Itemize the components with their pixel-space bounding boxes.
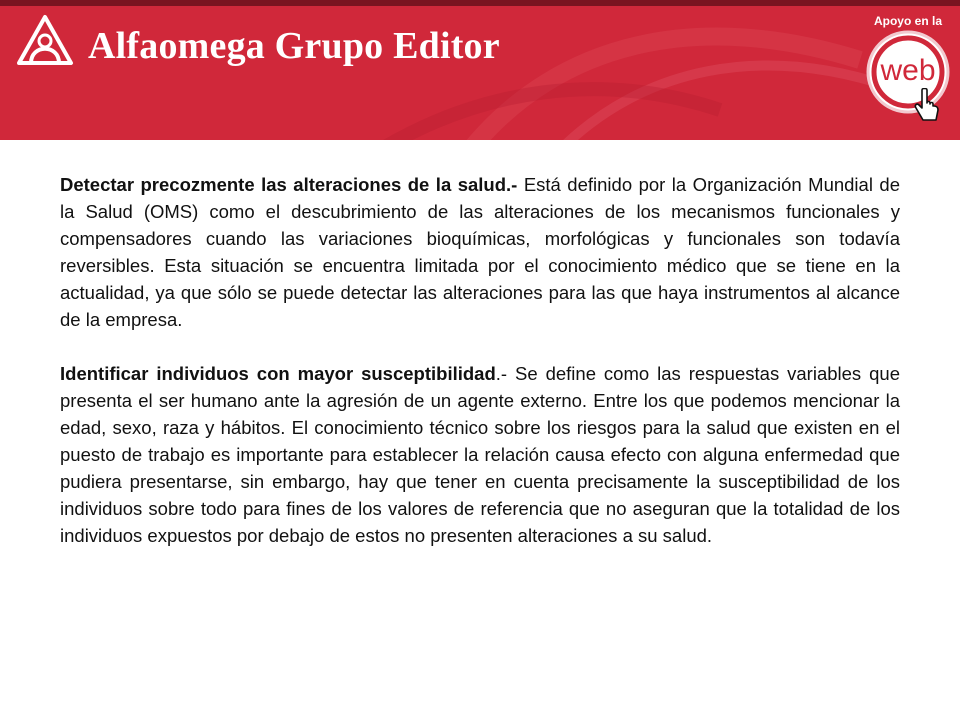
paragraph-title: Detectar precozmente las alteraciones de la salud.- bbox=[60, 174, 518, 195]
content-body bbox=[60, 171, 900, 549]
web-support-badge[interactable] bbox=[858, 8, 958, 136]
background-swirl-decoration bbox=[0, 0, 960, 140]
paragraph-body: Está definido por la Organización Mundial de la Salud (OMS) como el descubrimiento de las alteraciones de los mecanismos funcionales y compensadores cuando las variaciones bioquímicas, morfológicas y funcionales son todavía reversibles. Esta situación se encuentra limitada por el conocimiento médico que se tiene en la actualidad, ya que sólo se puede detectar las alteraciones para las que haya instrumentos al alcance de la empresa. bbox=[60, 174, 900, 330]
badge-word: web bbox=[880, 54, 936, 87]
alfaomega-logo-icon bbox=[16, 14, 74, 66]
hand-cursor-icon bbox=[914, 88, 940, 128]
brand-title: Alfaomega Grupo Editor bbox=[88, 25, 500, 67]
paragraph-body: .- Se define como las respuestas variables que presenta el ser humano ante la agresión de un agente externo. Entre los que podemos mencionar la edad, sexo, raza y hábitos. El conocimiento técnico sobre los riesgos para la salud que existen en el puesto de trabajo es importante para establecer la relación causa efecto con alguna enfermedad que pudiera presentarse, sin embargo, hay que tener en cuenta precisamente la susceptibilidad de los individuos sobre todo para fines de los valores de referencia que no aseguran que la totalidad de los individuos expuestos por debajo de estos no presenten alteraciones a su salud. bbox=[60, 363, 900, 546]
paragraph-early-detection bbox=[60, 171, 900, 333]
header-banner bbox=[0, 0, 960, 140]
paragraph-title: Identificar individuos con mayor susceptibilidad bbox=[60, 363, 496, 384]
paragraph-susceptibility bbox=[60, 360, 900, 549]
badge-caption: Apoyo en la bbox=[873, 14, 942, 28]
